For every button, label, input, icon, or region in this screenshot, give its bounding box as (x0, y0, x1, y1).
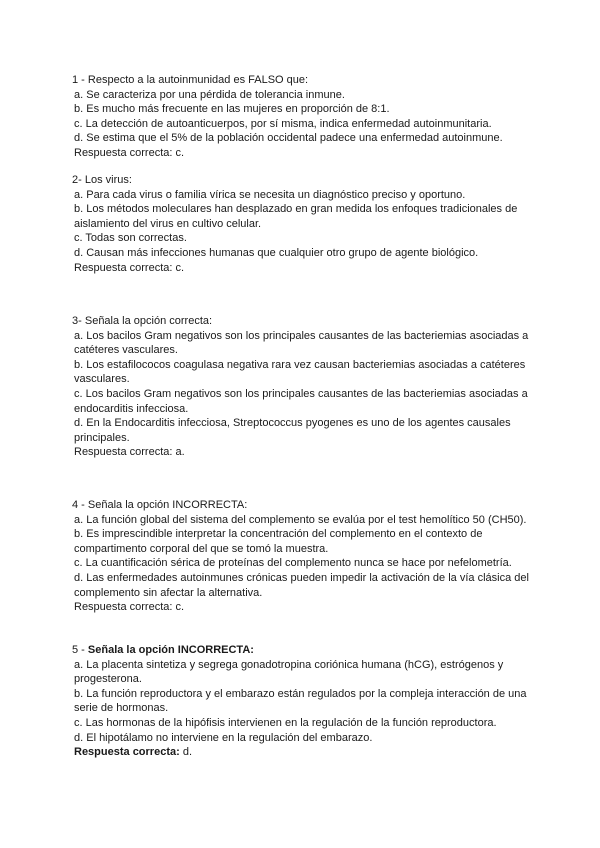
question-3-prompt: Señala la opción correcta: (84, 315, 213, 327)
question-3-option-c: c. Los bacilos Gram negativos son los principales causantes de las bacteriemias asociadas a endocarditis infecciosa. (74, 387, 528, 415)
question-1-answer-label: Respuesta correcta: (74, 146, 173, 159)
question-4-option-b: b. Es imprescindible interpretar la concentración del complemento en el contexto de compartimento corporal del que se tomó la muestra. (74, 528, 483, 555)
question-4-option-d: d. Las enfermedades autoinmunes crónicas pueden impedir la activación de la vía clásica del complemento sin afectar la alternativa. (74, 571, 529, 599)
question-5-option-d: d. El hipotálamo no interviene en la regulación del embarazo. (74, 731, 373, 744)
question-5-number: 5 (72, 644, 79, 656)
question-2-option-a: a. Para cada virus o familia vírica se necesita un diagnóstico preciso y oportuno. (74, 188, 466, 201)
question-3-option-d: d. En la Endocarditis infecciosa, Streptococcus pyogenes es uno de los agentes causales principales. (74, 417, 511, 444)
question-1-option-b: b. Es mucho más frecuente en las mujeres en proporción de 8:1. (74, 103, 390, 116)
question-4-number: 4 (72, 499, 79, 511)
question-3-number: 3 (72, 315, 79, 327)
question-4-answer-value: c. (172, 601, 185, 614)
question-3-answer-label: Respuesta correcta: (74, 446, 173, 459)
question-2-number: 2 (72, 174, 79, 186)
question-5-answer-value: d. (179, 746, 193, 759)
question-4-option-a: a. La función global del sistema del complemento se evalúa por el test hemolítico 50 (CH50). (74, 513, 527, 526)
question-2-separator: - (78, 174, 85, 186)
question-2-heading (72, 173, 532, 188)
question-5-separator: - (78, 644, 88, 656)
question-5-answer (72, 745, 532, 760)
question-1-answer (72, 146, 532, 161)
question-1-answer-value: c. (172, 146, 185, 159)
question-2-prompt: Los virus: (84, 174, 132, 186)
question-2-answer-value: c. (172, 261, 185, 274)
question-2-answer (72, 261, 532, 276)
question-1-heading (72, 73, 532, 88)
question-3-answer (72, 445, 532, 460)
question-2-option-d: d. Causan más infecciones humanas que cualquier otro grupo de agente biológico. (74, 246, 479, 259)
question-3-option-b: b. Los estafilococos coagulasa negativa rara vez causan bacteriemias asociadas a catéteres vasculares. (74, 358, 526, 386)
question-5-option-a: a. La placenta sintetiza y segrega gonadotropina coriónica humana (hCG), estrógenos y progesterona. (74, 658, 504, 686)
question-4 (72, 498, 532, 615)
question-3-option-a: a. Los bacilos Gram negativos son los principales causantes de las bacteriemias asociadas a catéteres vasculares. (74, 329, 529, 357)
question-4-separator: - (78, 499, 88, 511)
question-2-answer-label: Respuesta correcta: (74, 261, 173, 274)
question-3-separator: - (78, 315, 85, 327)
question-4-answer-label: Respuesta correcta: (74, 601, 173, 614)
question-4-option-c: c. La cuantificación sérica de proteínas del complemento nunca se hace por nefelometría. (74, 557, 512, 570)
question-3-answer-value: a. (172, 446, 185, 459)
question-1-option-d: d. Se estima que el 5% de la población occidental padece una enfermedad autoinmune. (74, 132, 503, 145)
question-3-heading (72, 314, 532, 329)
question-5 (72, 643, 532, 760)
question-1-number: 1 (72, 74, 79, 86)
question-1-option-a: a. Se caracteriza por una pérdida de tolerancia inmune. (74, 88, 345, 101)
question-5-answer-label: Respuesta correcta: (74, 746, 180, 759)
question-4-answer (72, 600, 532, 615)
question-2 (72, 173, 532, 275)
question-2-option-b: b. Los métodos moleculares han desplazado en gran medida los enfoques tradicionales de aislamiento del virus en cultivo celular. (74, 203, 518, 230)
question-4-prompt: Señala la opción INCORRECTA: (87, 499, 248, 511)
question-5-option-c: c. Las hormonas de la hipófisis intervienen en la regulación de la función reproductora. (74, 716, 497, 729)
question-1-prompt: Respecto a la autoinmunidad es FALSO que: (87, 74, 309, 86)
question-2-option-c: c. Todas son correctas. (74, 232, 187, 245)
question-1 (72, 73, 532, 161)
question-1-option-c: c. La detección de autoanticuerpos, por sí misma, indica enfermedad autoinmunitaria. (74, 117, 492, 130)
question-4-heading (72, 498, 532, 513)
question-5-option-b: b. La función reproductora y el embarazo están regulados por la compleja interacción de una serie de hormonas. (74, 687, 527, 715)
question-5-prompt: Señala la opción INCORRECTA: (87, 644, 254, 656)
question-1-separator: - (78, 74, 88, 86)
question-3 (72, 314, 532, 460)
question-5-heading (72, 643, 532, 658)
